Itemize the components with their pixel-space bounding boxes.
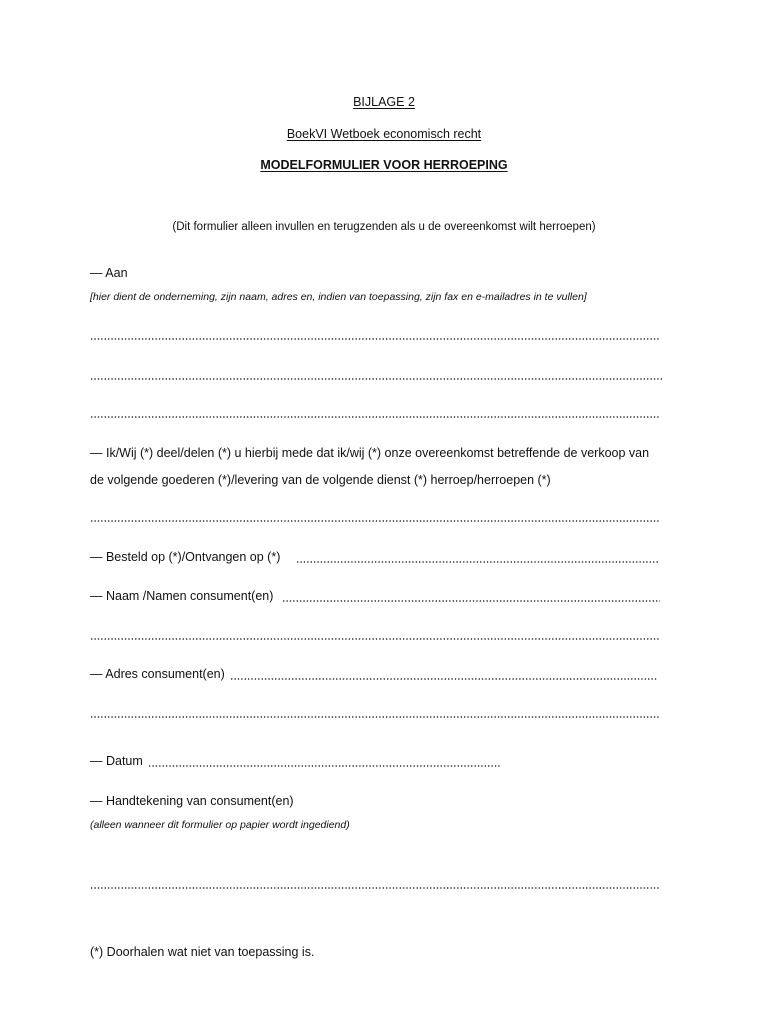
annex-title: BIJLAGE 2 [353,95,415,109]
date-label: — Datum [90,754,143,768]
footnote: (*) Doorhalen wat niet van toepassing is. [90,945,315,959]
signature-field[interactable] [90,887,660,889]
name-field-2[interactable] [90,638,660,640]
instruction-text: (Dit formulier alleen invullen en terugzenden als u de overeenkomst wilt herroepen) [172,221,596,233]
name-field[interactable] [282,600,660,602]
to-label: — Aan [90,266,128,280]
signature-hint: (alleen wanneer dit formulier op papier wordt ingediend) [90,819,350,831]
to-line-1[interactable] [90,338,660,340]
name-label: — Naam /Namen consument(en) [90,589,274,603]
ordered-field[interactable] [296,561,658,563]
statement-line-1: — Ik/Wij (*) deel/delen (*) u hierbij mede dat ik/wij (*) onze overeenkomst betreffende de verkoop van [90,446,650,460]
ordered-label: — Besteld op (*)/Ontvangen op (*) [90,550,281,564]
statement-line-2: de volgende goederen (*)/levering van de volgende dienst (*) herroep/herroepen (*) [90,473,551,487]
address-label: — Adres consument(en) [90,667,225,681]
to-hint: [hier dient de onderneming, zijn naam, adres en, indien van toepassing, zijn fax en e-mailadres in te vullen] [90,291,587,303]
signature-label: — Handtekening van consument(en) [90,794,294,808]
law-title: BoekVI Wetboek economisch recht [286,127,482,141]
date-field[interactable] [148,765,500,767]
form-title: MODELFORMULIER VOOR HERROEPING [260,158,508,172]
to-line-2[interactable] [90,378,662,380]
to-line-3[interactable] [90,416,660,418]
address-field-2[interactable] [90,716,660,718]
address-field[interactable] [230,678,658,680]
statement-line-field[interactable] [90,520,660,522]
